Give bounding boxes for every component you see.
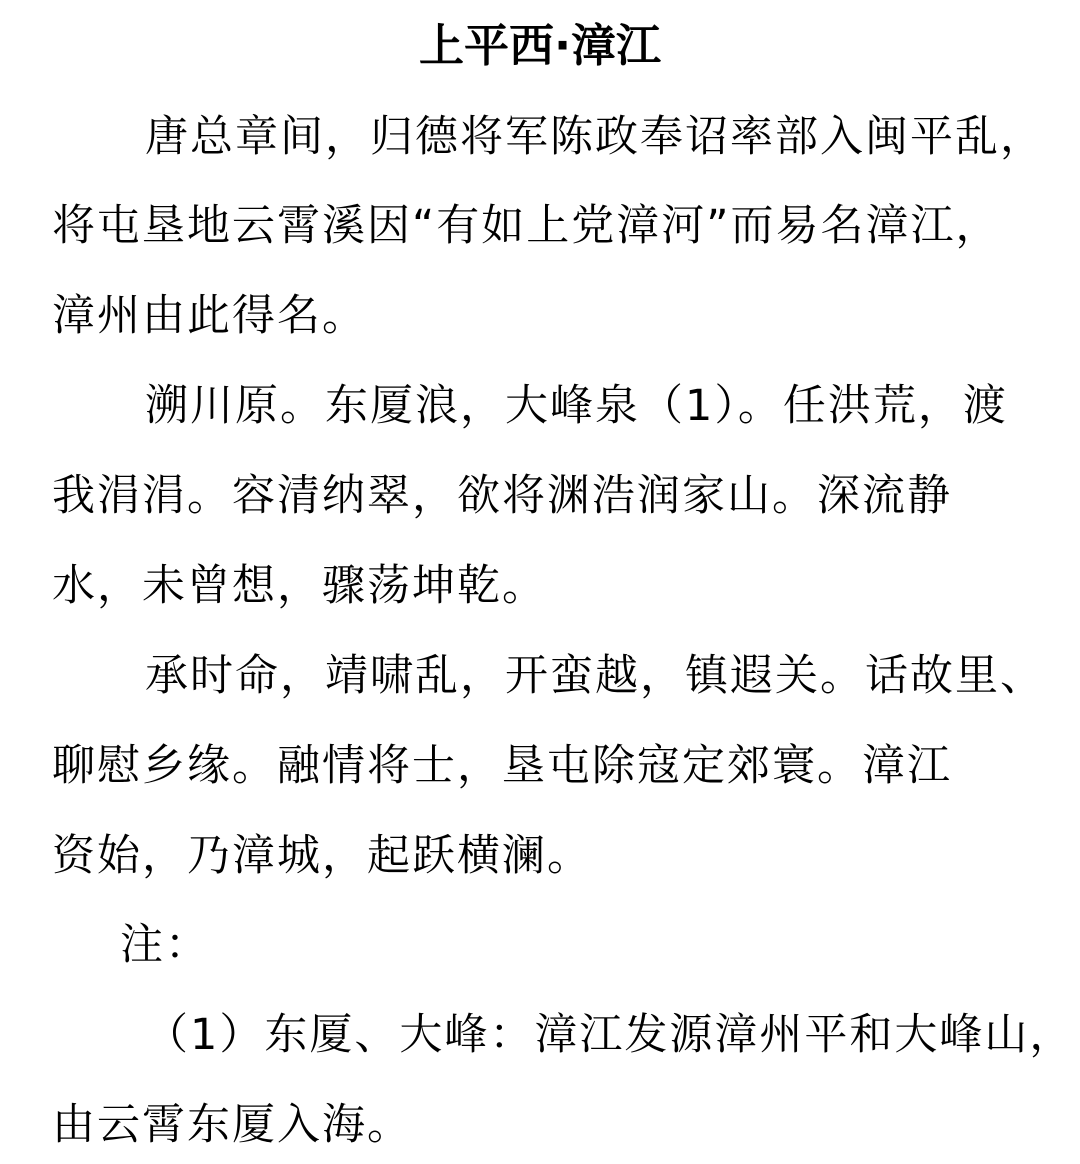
notes-label: 注： [120, 920, 210, 970]
stanza2-line-2: 聊慰乡缘。融情将士，垦屯除寇定郊寰。漳江 [52, 741, 952, 791]
poem-title: 上平西·漳江 [418, 19, 662, 72]
stanza2-line-3: 资始，乃漳城，起跃横澜。 [52, 831, 592, 881]
preface-line-2: 将屯垦地云霄溪因“有如上党漳河”而易名漳江， [52, 201, 1001, 251]
stanza1-line-1: 溯川原。东厦浪，大峰泉（1）。任洪荒，渡 [145, 381, 1008, 431]
stanza1-line-2: 我涓涓。容清纳翠，欲将渊浩润家山。深流静 [52, 471, 952, 521]
stanza2-line-1: 承时命，靖啸乱，开蛮越，镇遐关。话故里、 [145, 651, 1045, 701]
stanza1-line-3: 水，未曾想，骤荡坤乾。 [52, 561, 547, 611]
preface-line-1: 唐总章间，归德将军陈政奉诏率部入闽平乱， [145, 112, 1045, 162]
note-item-2: 由云霄东厦入海。 [52, 1100, 412, 1150]
note-item-1: （1）东厦、大峰：漳江发源漳州平和大峰山， [145, 1010, 1075, 1060]
preface-line-3: 漳州由此得名。 [52, 291, 367, 341]
